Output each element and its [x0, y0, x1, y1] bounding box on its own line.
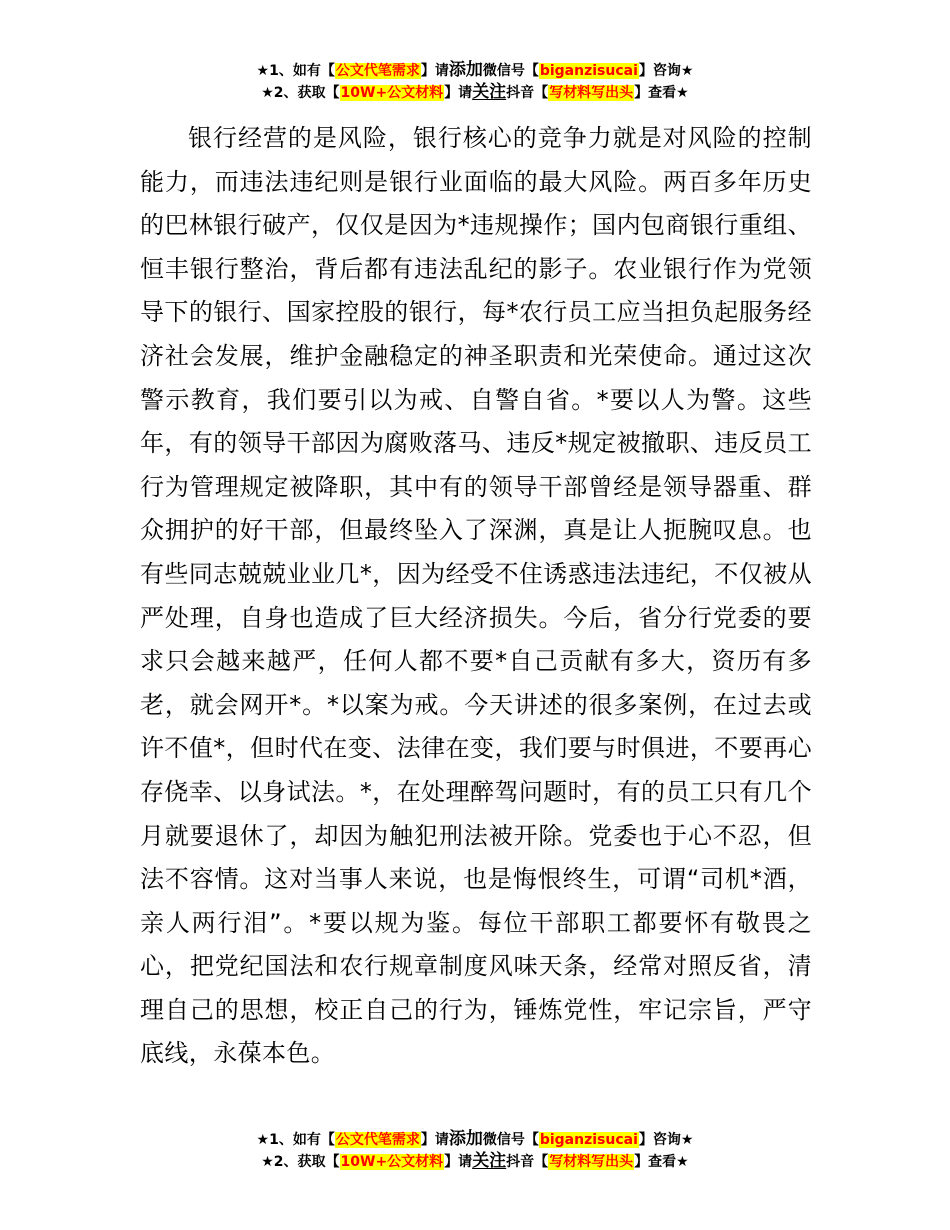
- banner-text: 】咨询★: [638, 63, 694, 79]
- banner-line-2: [0, 1150, 950, 1172]
- banner-text: 】查看★: [634, 1154, 689, 1170]
- banner-text: 】查看★: [634, 85, 689, 101]
- banner-text: ★1、如有【: [256, 1132, 335, 1148]
- banner-line-1: [0, 1128, 950, 1150]
- banner-highlight-douyin: 写材料写出头: [549, 1154, 634, 1170]
- banner-text: 抖音【: [506, 1154, 549, 1170]
- banner-line-2: [0, 81, 950, 103]
- banner-text: 微信号【: [482, 1132, 539, 1148]
- banner-emphasis: 关注: [472, 82, 507, 102]
- banner-text: 】请: [420, 1132, 449, 1148]
- body-paragraph: 银行经营的是风险，银行核心的竞争力就是对风险的控制能力，而违法违纪则是银行业面临的最大风险。两百多年历史的巴林银行破产，仅仅是因为*违规操作；国内包商银行重组、恒丰银行整治，背后都有违法乱纪的影子。农业银行作为党领导下的银行、国家控股的银行，每*农行员工应当担负起服务经济社会发展，维护金融稳定的神圣职责和光荣使命。通过这次警示教育，我们要引以为戒、自警自省。*要以人为警。这些年，有的领导干部因为腐败落马、违反*规定被撤职、违反员工行为管理规定被降职，其中有的领导干部曾经是领导器重、群众拥护的好干部，但最终坠入了深渊，真是让人扼腕叹息。也有些同志兢兢业业几*，因为经受不住诱惑违法违纪，不仅被从严处理，自身也造成了巨大经济损失。今后，省分行党委的要求只会越来越严，任何人都不要*自己贡献有多大，资历有多老，就会网开*。*以案为戒。今天讲述的很多案例，在过去或许不值*，但时代在变、法律在变，我们要与时俱进，不要再心存侥幸、以身试法。*，在处理醉驾问题时，有的员工只有几个月就要退休了，却因为触犯刑法被开除。党委也于心不忍，但法不容情。这对当事人来说，也是悔恨终生，可谓“司机*酒，亲人两行泪”。*要以规为鉴。每位干部职工都要怀有敬畏之心，把党纪国法和农行规章制度风味天条，经常对照反省，清理自己的思想，校正自己的行为，锤炼党性，牢记宗旨，严守底线，永葆本色。: [140, 124, 812, 1068]
- banner-text: 】请: [420, 63, 449, 79]
- banner-text: 】咨询★: [638, 1132, 694, 1148]
- banner-highlight-wechat-id: biganzisucai: [539, 1132, 638, 1148]
- banner-line-1: [0, 59, 950, 81]
- banner-highlight-douyin: 写材料写出头: [549, 85, 634, 101]
- banner-highlight-wechat-id: biganzisucai: [539, 63, 638, 79]
- banner-highlight-materials: 10W+公文材料: [340, 1154, 444, 1170]
- banner-highlight-service: 公文代笔需求: [335, 1132, 420, 1148]
- banner-text: 】请: [444, 85, 473, 101]
- banner-text: ★2、获取【: [261, 1154, 340, 1170]
- banner-emphasis: 添加: [448, 1129, 483, 1149]
- banner-text: 抖音【: [506, 85, 549, 101]
- header-banner: [0, 59, 950, 103]
- banner-text: ★1、如有【: [256, 63, 335, 79]
- banner-highlight-materials: 10W+公文材料: [340, 85, 444, 101]
- banner-text: 】请: [444, 1154, 473, 1170]
- banner-text: ★2、获取【: [261, 85, 340, 101]
- banner-text: 微信号【: [482, 63, 539, 79]
- banner-highlight-service: 公文代笔需求: [335, 63, 420, 79]
- footer-banner: [0, 1128, 950, 1172]
- banner-emphasis: 添加: [448, 60, 483, 80]
- banner-emphasis: 关注: [472, 1151, 507, 1171]
